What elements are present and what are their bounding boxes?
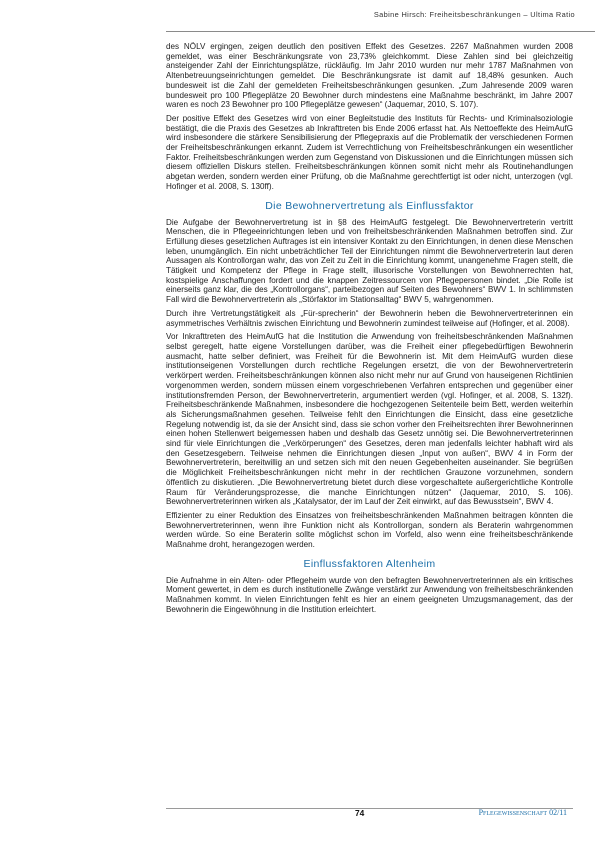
paragraph: des NÖLV ergingen, zeigen deutlich den positiven Effekt des Gesetzes. 2267 Maßnahmen wurden 2008 gemeldet, was einer Beschränkungsrate von 23,73% gleichkommt. Diese Zahlen sind bei gleichzeitig ansteigender Zahl der Einrichtungsplätze, rückläufig. Im Jahr 2010 wurden nur mehr 1787 Maßnahmen von Altenbetreuungseinrichtungen gemeldet. Die Beschränkungsrate ist damit auf 18,48% gesunken. Auch bundesweit ist die Zahl der gemeldeten Freiheitsbeschränkungen gesunken. „Zum Jahresende 2009 waren bundesweit pro 100 Pflegeplätze 20 Bewohner durch mindestens eine Maßnahme beschränkt, im Jahre 2007 waren es noch 23 Bewohner pro 100 Pflegeplätze gewesen“ (Jaquemar, 2010, S. 107).	[166, 42, 573, 110]
paragraph: Die Aufnahme in ein Alten- oder Pflegeheim wurde von den befragten Bewohnervertreterinnen als ein kritisches Moment gewertet, in dem es durch institutionelle Zwänge verstärkt zur Anwendung von freiheitsbeschränkenden Maßnahmen kommt. In vielen Einrichtungen fehlt es hier an einem geeigneten Umzugsmanagement, das der Bewohnerin die Eingewöhnung in die Institution erleichtert.	[166, 575, 573, 614]
running-head: Sabine Hirsch: Freiheitsbeschränkungen – Ultima Ratio	[373, 10, 575, 19]
paragraph: Der positive Effekt des Gesetzes wird von einer Begleitstudie des Instituts für Rechts- und Kriminalsoziologie bestätigt, die die Praxis des Gesetzes ab Inkrafttreten bis Ende 2006 erfasst hat. Als Nettoeffekte des HeimAufG wird insbesondere die stärkere Sensibilisierung der Pflegepraxis auf die Problematik der verschiedenen Formen der Freiheitsbeschränkungen erkannt. Zudem ist Verrechtlichung von Freiheitsbeschränkungen ein wesentlicher Faktor. Freiheitsbeschränkungen werden zum Gegenstand von Diskussionen und die Einrichtungen müssen sich diesem offiziellen Diskurs stellen. Freiheitsbeschränkungen können somit nicht mehr als Routinehandlungen abgetan werden, sondern werden einer Prüfung, ob die Maßnahme gerechtfertigt ist oder nicht, unterzogen (vgl. Hofinger et al. 2008, S. 130ff).	[166, 113, 573, 191]
paragraph: Vor Inkrafttreten des HeimAufG hat die Institution die Anwendung von freiheitsbeschränkenden Maßnahmen selbst geregelt, hatte eigene Vorstellungen darüber, was die Freiheit einer pflegebedürftigen Bewohnerin ausmacht, hatte selber definiert, was Freiheit für die Bewohnerin ist. Mit dem HeimAufG wurden diese institutionseigenen Vorstellungen durch rechtliche Regelungen ersetzt, die von der Bewohnervertreterin verkörpert werden. Freiheitsbeschränkungen können also nicht mehr nur auf Grund von hauseigenen Richtlinien vorgenommen werden, sondern müssen einem vorgeschriebenen Verfahren entsprechen und gegenüber einer institutionsfremden Person, der Bewohnervertreterin, argumentiert werden (vgl. Hofinger, et al. 2008, S. 132f). Freiheitsbeschränkende Maßnahmen, insbesondere die hochgezogenen Seitenteile beim Bett, werden weiterhin als Sicherungsmaßnahmen gesehen. Teilweise fehlt den Einrichtungen die Einsicht, dass eine gesetzliche Regelung notwendig ist, da sie der Ansicht sind, dass sie schon vorher den Freiheitsrechten ihrer Bewohnerinnen einen hohen Stellenwert beigemessen haben und deshalb das Gesetz unnötig sei. Die Bewohnervertreterinnen sind für viele Einrichtungen die „Verkörperungen“ des Gesetzes, deren man jedenfalls leichter habhaft wird als den Gesetzesgebern. Teilweise nehmen die Einrichtungen diesen „Input von außen“, BWV 4 in Form der Bewohnervertreterin, bereitwillig an und setzen sich mit den neuen Gegebenheiten auseinander. Sie begrüßen die Möglichkeit Freiheitsbeschränkungen nicht mehr in der rechtlichen Grauzone vorzunehmen, sondern öffentlich zu diskutieren. „Die Bewohnervertretung bietet durch diese vorgeschaltete außergerichtliche Kontrolle Raum für Veränderungsprozesse, die manche Einrichtungen nützen“ (Jaquemar, 2010, S. 106). Bewohnervertreterinnen wirken als „Katalysator, der im Lauf der Zeit einwirkt, auf das Bewusstsein“, BWV 4.	[166, 332, 573, 507]
paragraph: Durch ihre Vertretungstätigkeit als „Für-sprecherin“ der Bewohnerin heben die Bewohnervertreterinnen ein asymmetrisches Verhältnis zwischen Einrichtung und Bewohnerin zumindest teilweise auf (Hofinger, et al. 2008).	[166, 308, 573, 328]
journal-issue: 02/11	[549, 808, 567, 817]
page-number: 74	[355, 808, 365, 818]
journal-name	[479, 808, 567, 817]
section-heading: Die Bewohnervertretung als Einflussfaktor	[265, 199, 474, 212]
section-heading: Einflussfaktoren Altenheim	[303, 557, 436, 570]
article-body	[166, 42, 573, 619]
paragraph: Effizienter zu einer Reduktion des Einsatzes von freiheitsbeschränkenden Maßnahmen beitragen könnten die Bewohnervertreterinnen, wenn ihre Funktion nicht als Kontrollorgan, sondern als Beraterin wahrgenommen werden würde. So eine Beraterin sollte möglichst schon im Vorfeld, also wenn eine freiheitsbeschränkende Maßnahme droht, herangezogen werden.	[166, 510, 573, 550]
journal-title: Pflegewissenschaft	[478, 808, 548, 817]
paragraph: Die Aufgabe der Bewohnervertretung ist in §8 des HeimAufG festgelegt. Die Bewohnervertreterin vertritt Menschen, die in Pflegeeinrichtungen leben und von freiheitsbeschränkenden Maßnahmen betroffen sind. Zur Erfüllung dieses gesetzlichen Auftrages ist ein intensiver Kontakt zu den Einrichtungen, in denen diese Menschen leben, unumgänglich. Ein nicht unbeträchtlicher Teil der Einrichtungen nimmt die Bewohnervertreterin laut deren Aussagen als Kontrollorgan wahr, das von Zeit zu Zeit in die Einrichtung kommt, unangenehme Fragen stellt, die Tätigkeit und Kompetenz der Pflege in Frage stellt, illusorische Vorstellungen von Bewohnerrechten hat, kostspielige Anschaffungen fordert und die knappen Zeitressourcen von Pflegepersonen bindet. „Die Rolle ist einerseits ganz klar, die des „Kontrollorgans“, parteibezogen auf Seiten des Bewohners“ BWV 1. In schlimmsten Fall wird die Bewohnervertreterin als „Störfaktor im Stationsalltag“ BWV 5, wahrgenommen.	[166, 217, 573, 305]
